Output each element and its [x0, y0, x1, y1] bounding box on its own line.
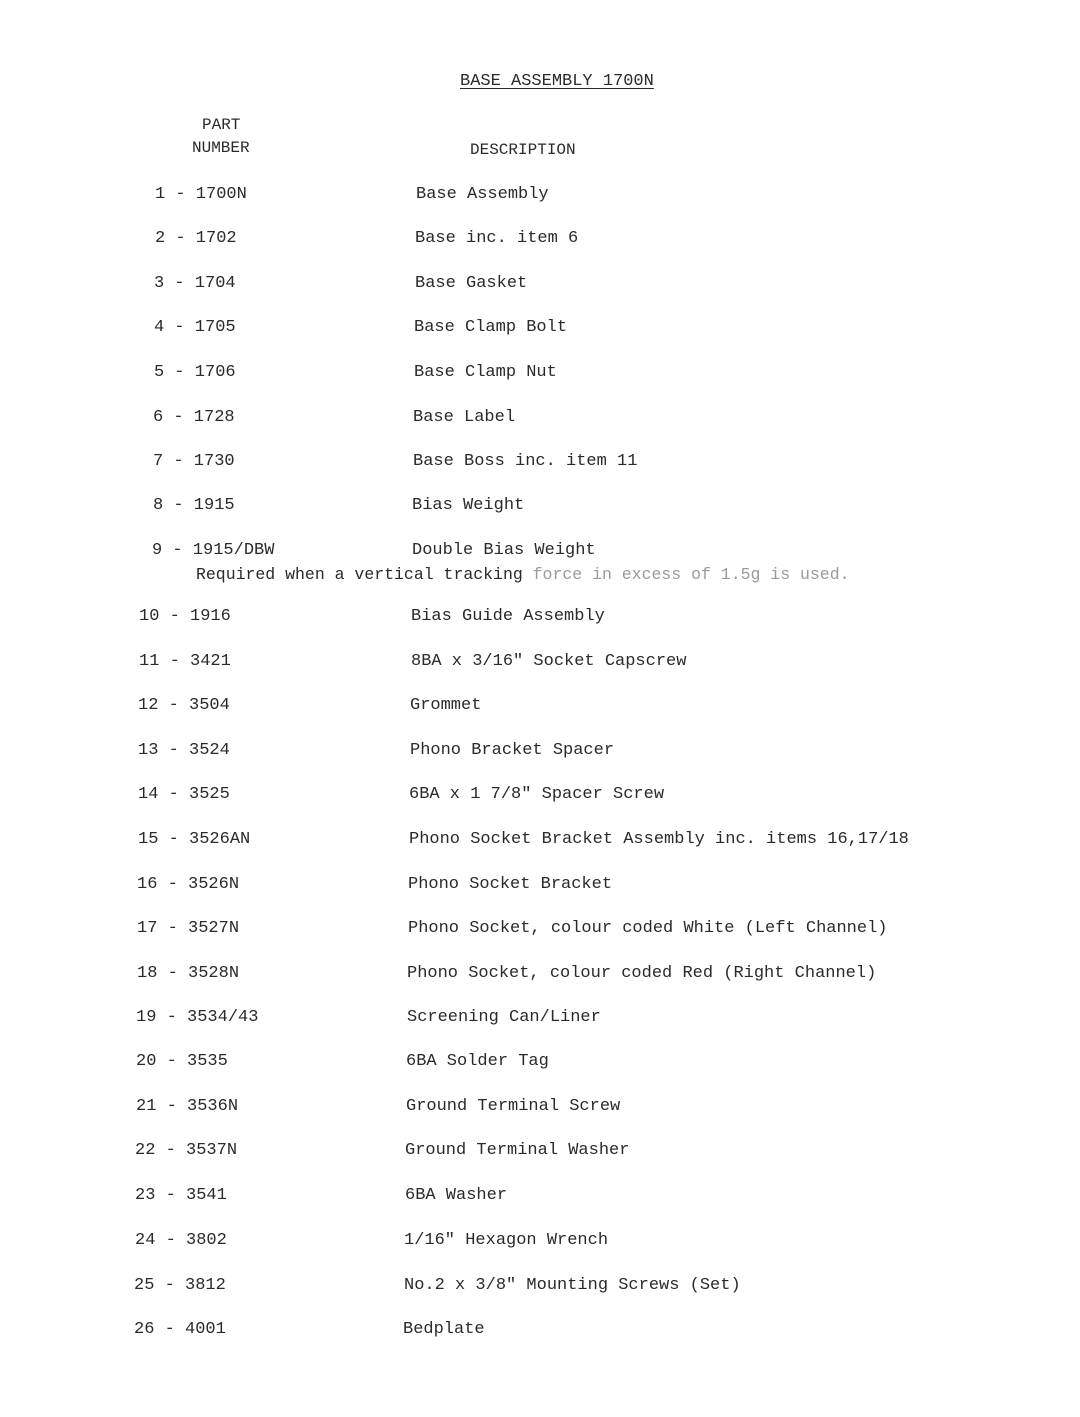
part-description: Grommet: [410, 696, 482, 715]
table-row: [0, 607, 1080, 631]
part-number: 8 - 1915: [153, 496, 235, 515]
part-number: 1 - 1700N: [155, 185, 247, 204]
table-row: [0, 452, 1080, 476]
part-description: Base Clamp Bolt: [414, 318, 568, 337]
table-row: [0, 696, 1080, 720]
part-description: Base Clamp Nut: [414, 363, 557, 382]
tracking-force-note: [196, 565, 850, 584]
part-description: 8BA x 3/16" Socket Capscrew: [411, 652, 687, 671]
table-row: [0, 830, 1080, 854]
table-row: [0, 1052, 1080, 1076]
part-number: 18 - 3528N: [137, 964, 240, 983]
part-number: 4 - 1705: [154, 318, 236, 337]
part-number: 3 - 1704: [154, 274, 236, 293]
note-text: Required when a vertical tracking: [196, 565, 533, 584]
part-number: 16 - 3526N: [137, 875, 240, 894]
header-description: DESCRIPTION: [470, 141, 576, 159]
header-part: PART: [202, 116, 241, 134]
part-description: 6BA x 1 7/8" Spacer Screw: [409, 785, 665, 804]
part-number: 22 - 3537N: [135, 1141, 238, 1160]
part-number: 7 - 1730: [153, 452, 235, 471]
part-number: 12 - 3504: [138, 696, 230, 715]
table-row: [0, 1008, 1080, 1032]
table-row: [0, 875, 1080, 899]
part-number: 21 - 3536N: [136, 1097, 239, 1116]
part-number: 24 - 3802: [135, 1231, 227, 1250]
part-number: 11 - 3421: [139, 652, 231, 671]
part-description: Base Label: [413, 408, 516, 427]
table-row: [0, 919, 1080, 943]
part-number: 20 - 3535: [136, 1052, 228, 1071]
table-row: [0, 652, 1080, 676]
table-row: [0, 1097, 1080, 1121]
part-description: Bias Weight: [412, 496, 525, 515]
part-description: Base Assembly: [416, 185, 549, 204]
table-row: [0, 185, 1080, 209]
part-number: 9 - 1915/DBW: [152, 541, 275, 560]
part-number: 6 - 1728: [153, 408, 235, 427]
table-row: [0, 1320, 1080, 1344]
part-description: Bedplate: [403, 1320, 485, 1339]
part-number: 10 - 1916: [139, 607, 231, 626]
note-text-faded: force in excess of 1.5g is used.: [532, 565, 850, 584]
table-row: [0, 408, 1080, 432]
part-description: Double Bias Weight: [412, 541, 596, 560]
part-number: 13 - 3524: [138, 741, 230, 760]
part-description: Screening Can/Liner: [407, 1008, 601, 1027]
part-description: Phono Socket Bracket Assembly inc. items 16,17/18: [409, 830, 909, 849]
part-description: Phono Socket, colour coded White (Left Channel): [408, 919, 888, 938]
table-row: [0, 541, 1080, 565]
table-row: [0, 1276, 1080, 1300]
table-row: [0, 318, 1080, 342]
part-number: 14 - 3525: [138, 785, 230, 804]
part-description: Phono Socket Bracket: [408, 875, 613, 894]
table-row: [0, 363, 1080, 387]
table-row: [0, 274, 1080, 298]
part-description: Base inc. item 6: [415, 229, 579, 248]
part-number: 26 - 4001: [134, 1320, 226, 1339]
part-description: 1/16" Hexagon Wrench: [404, 1231, 609, 1250]
table-row: [0, 785, 1080, 809]
part-number: 5 - 1706: [154, 363, 236, 382]
part-description: Phono Socket, colour coded Red (Right Channel): [407, 964, 877, 983]
part-description: Base Gasket: [415, 274, 528, 293]
part-description: Ground Terminal Washer: [405, 1141, 630, 1160]
table-row: [0, 496, 1080, 520]
table-row: [0, 741, 1080, 765]
table-row: [0, 1141, 1080, 1165]
part-number: 19 - 3534/43: [136, 1008, 259, 1027]
part-description: 6BA Solder Tag: [406, 1052, 549, 1071]
part-number: 2 - 1702: [155, 229, 237, 248]
header-number: NUMBER: [192, 139, 250, 157]
table-row: [0, 964, 1080, 988]
part-number: 17 - 3527N: [137, 919, 240, 938]
part-number: 23 - 3541: [135, 1186, 227, 1205]
part-description: 6BA Washer: [405, 1186, 508, 1205]
table-row: [0, 1231, 1080, 1255]
document-title: BASE ASSEMBLY 1700N: [460, 72, 654, 91]
part-number: 25 - 3812: [134, 1276, 226, 1295]
table-row: [0, 1186, 1080, 1210]
part-description: No.2 x 3/8" Mounting Screws (Set): [404, 1276, 741, 1295]
part-description: Ground Terminal Screw: [406, 1097, 621, 1116]
part-description: Base Boss inc. item 11: [413, 452, 638, 471]
part-number: 15 - 3526AN: [138, 830, 251, 849]
part-description: Bias Guide Assembly: [411, 607, 605, 626]
table-row: [0, 229, 1080, 253]
part-description: Phono Bracket Spacer: [410, 741, 615, 760]
